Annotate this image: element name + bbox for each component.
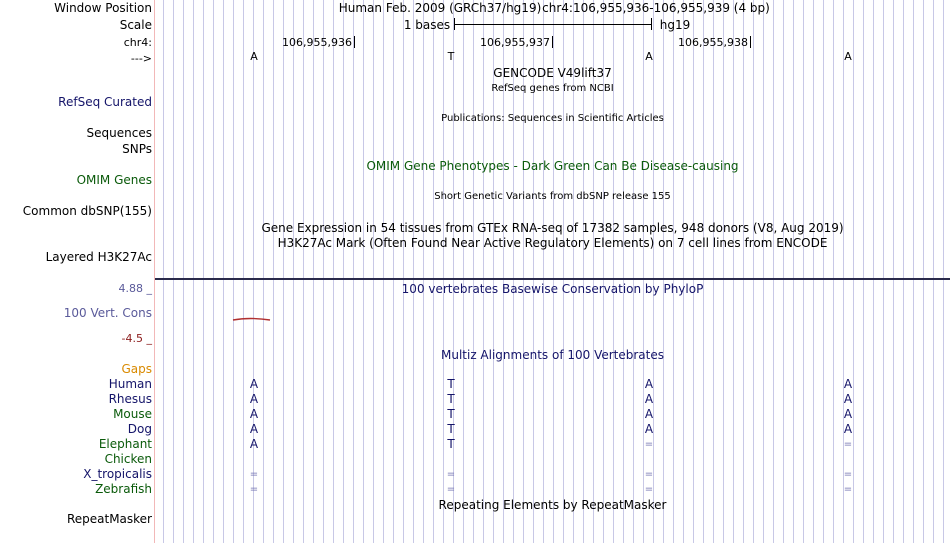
alignment-base-mouse: T [447,407,455,421]
label-repeatmasker[interactable]: RepeatMasker [66,512,152,526]
alignment-base-elephant: = [644,439,654,450]
track-gtex-description[interactable]: Gene Expression in 54 tissues from GTEx RNA-seq of 17382 samples, 948 donors (V8, Aug 2019) [261,221,844,235]
label-refseq-curated[interactable]: RefSeq Curated [58,95,152,109]
alignment-base-xtrop: = [446,469,456,480]
label-cons-max: 4.88 _ [118,282,152,295]
alignment-base-mouse: A [249,407,259,421]
ruler-tick [750,36,751,48]
alignment-base-zebrafish: = [843,484,853,495]
base-letter: A [645,50,653,63]
alignment-base-zebrafish: = [249,484,259,495]
scale-bar-text: 1 bases [403,18,451,32]
alignment-base-zebrafish: = [446,484,456,495]
track-h3k27ac-description[interactable]: H3K27Ac Mark (Often Found Near Active Regulatory Elements) on 7 cell lines from ENCODE [277,236,828,250]
alignment-base-rhesus: A [249,392,259,406]
alignment-base-dog: A [644,422,654,436]
base-letter: A [250,50,258,63]
window-position-range: chr4:106,955,936-106,955,939 (4 bp) [542,1,770,15]
ruler-coordinate: 106,955,938 [678,36,748,49]
alignment-base-dog: A [249,422,259,436]
track-dbsnp-description[interactable]: Short Genetic Variants from dbSNP release 155 [434,191,671,202]
label-chrom[interactable]: chr4: [123,36,152,49]
base-letter: A [844,50,852,63]
label-100-vert-cons[interactable]: 100 Vert. Cons [63,306,152,320]
track-gencode-title[interactable]: GENCODE V49lift37 [493,66,612,80]
ruler-coordinate: 106,955,936 [282,36,352,49]
track-refseq-description[interactable]: RefSeq genes from NCBI [491,83,614,94]
label-species-human[interactable]: Human [108,377,152,391]
alignment-base-xtrop: = [843,469,853,480]
alignment-base-dog: T [447,422,455,436]
scale-bar-db: hg19 [659,18,691,32]
alignment-base-elephant: T [447,437,455,451]
label-sequences[interactable]: Sequences [86,126,152,140]
ruler-coordinate: 106,955,937 [480,36,550,49]
alignment-base-rhesus: A [843,392,853,406]
assembly-name: Human Feb. 2009 (GRCh37/hg19) [338,1,542,15]
alignment-base-mouse: A [644,407,654,421]
track-omim-description[interactable]: OMIM Gene Phenotypes - Dark Green Can Be Disease-causing [366,159,739,173]
alignment-base-xtrop: = [249,469,259,480]
ruler-tick [354,36,355,48]
alignment-base-human: T [447,377,455,391]
alignment-base-elephant: A [249,437,259,451]
label-omim-genes[interactable]: OMIM Genes [76,173,152,187]
label-species-mouse[interactable]: Mouse [113,407,152,421]
alignment-base-rhesus: A [644,392,654,406]
alignment-base-elephant: = [843,439,853,450]
ruler-tick [552,36,553,48]
track-phylop-description[interactable]: 100 vertebrates Basewise Conservation by PhyloP [401,282,704,296]
alignment-base-human: A [249,377,259,391]
label-window-position[interactable]: Window Position [54,1,152,15]
label-species-chicken[interactable]: Chicken [104,452,152,466]
label-gaps[interactable]: Gaps [121,362,152,376]
alignment-base-human: A [644,377,654,391]
alignment-base-zebrafish: = [644,484,654,495]
base-letter: T [447,50,455,63]
alignment-base-rhesus: T [447,392,455,406]
scale-bar [454,24,652,25]
label-scale[interactable]: Scale [119,18,152,32]
label-cons-min: -4.5 _ [121,332,152,345]
track-repeatmasker-description[interactable]: Repeating Elements by RepeatMasker [438,498,667,512]
alignment-base-mouse: A [843,407,853,421]
track-group-separator [155,278,950,280]
scale-bar-right-end [651,18,652,30]
alignment-base-dog: A [843,422,853,436]
label-snps[interactable]: SNPs [122,142,152,156]
label-species-zebrafish[interactable]: Zebrafish [95,482,152,496]
label-common-dbsnp[interactable]: Common dbSNP(155) [22,204,152,218]
label-species-rhesus[interactable]: Rhesus [108,392,152,406]
label-species-xtropicalis[interactable]: X_tropicalis [83,467,152,481]
alignment-base-human: A [843,377,853,391]
track-publications-description[interactable]: Publications: Sequences in Scientific Articles [441,113,664,124]
label-species-dog[interactable]: Dog [127,422,152,436]
label-species-elephant[interactable]: Elephant [98,437,152,451]
label-layered-h3k27ac[interactable]: Layered H3K27Ac [45,250,152,264]
scale-bar-left-end [454,18,455,30]
alignment-base-xtrop: = [644,469,654,480]
label-strand[interactable]: ---> [130,52,152,65]
conservation-wiggle [230,314,275,324]
track-multiz-description[interactable]: Multiz Alignments of 100 Vertebrates [440,348,665,362]
